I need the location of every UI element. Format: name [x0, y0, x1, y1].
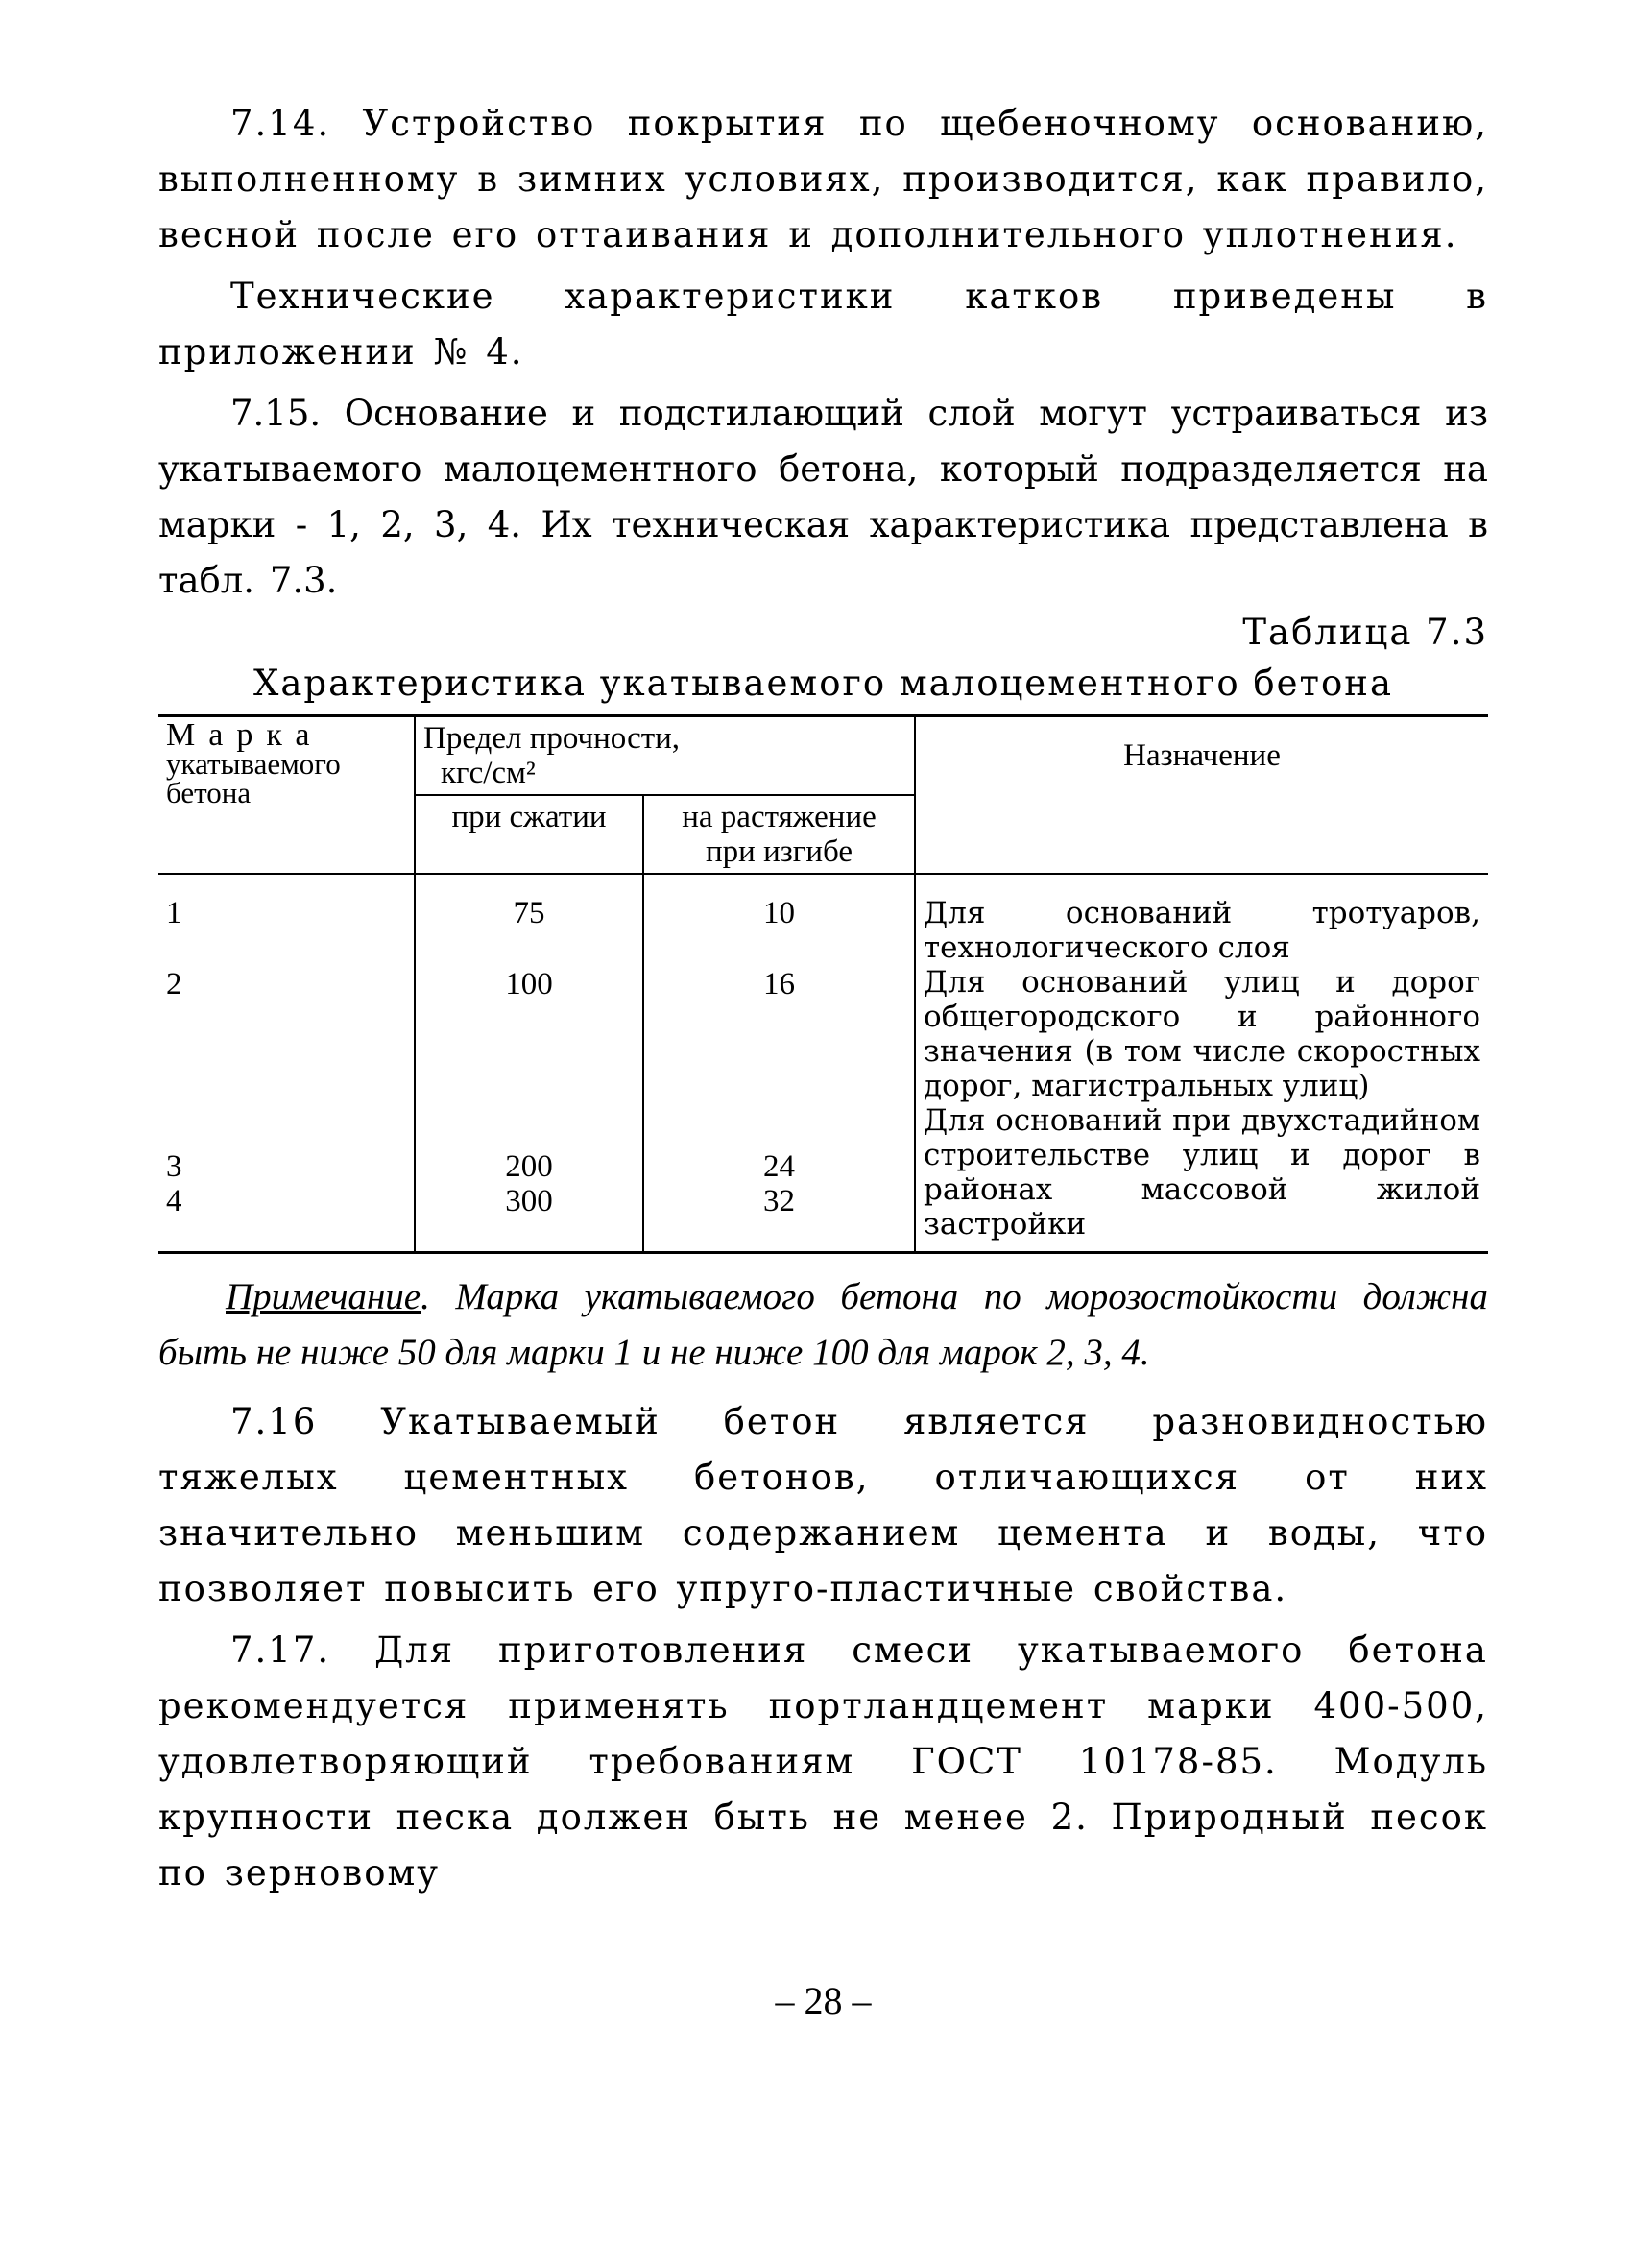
- bending-3: 24: [763, 1149, 795, 1184]
- table-label: Таблица 7.3: [1242, 612, 1488, 653]
- grade-cell: [158, 874, 415, 1253]
- purpose-2: Для оснований улиц и дорог общегородского и районного значения (в том числе скоростных дорог, магистральных улиц): [924, 965, 1480, 1103]
- header-grade: [158, 716, 415, 875]
- table-note: [158, 1269, 1488, 1381]
- paragraph-7-16: 7.16 Укатываемый бетон является разновидностью тяжелых цементных бетонов, отличающихся от них значительно меньшим содержанием цемента и воды, что позволяет повысить его упруго-пластичные свойства.: [158, 1401, 1488, 1609]
- paragraph-7-14: 7.14. Устройство покрытия по щебеночному основанию, выполненному в зимних условиях, производится, как правило, весной после его оттаивания и дополнительного уплотнения.: [158, 103, 1488, 255]
- document-page: [158, 96, 1488, 2022]
- paragraph-7-17: 7.17. Для приготовления смеси укатываемого бетона рекомендуется применять портландцемент марки 400-500, удовлетворяющий требованиям ГОСТ 10178-85. Модуль крупности песка должен быть не менее 2. Природный песок по зерновому: [158, 1629, 1488, 1894]
- header-strength-label: Предел прочности,: [423, 721, 681, 756]
- bending-cell: [643, 874, 915, 1253]
- grade-1: 1: [166, 896, 182, 930]
- compression-3: 200: [505, 1149, 553, 1184]
- concrete-grades-table: [158, 714, 1488, 1254]
- header-bending: [643, 795, 915, 874]
- grade-2: 2: [166, 967, 182, 1001]
- note-label: Примечание: [226, 1276, 421, 1317]
- header-grade-line2: укатываемого: [166, 747, 341, 781]
- compression-1: 75: [513, 896, 545, 930]
- header-bending-line1: на растяжение: [682, 800, 877, 834]
- compression-2: 100: [505, 967, 553, 1001]
- purpose-cell: [915, 874, 1488, 1253]
- purpose-3: Для оснований при двухстадийном строительстве улиц и дорог в районах массовой жилой застройки: [924, 1103, 1480, 1242]
- bending-4: 32: [763, 1184, 795, 1218]
- compression-4: 300: [505, 1184, 553, 1218]
- header-compression: при сжатии: [415, 795, 643, 874]
- purpose-1: Для оснований тротуаров, технологического слоя: [924, 896, 1480, 965]
- grade-4: 4: [166, 1184, 182, 1218]
- header-grade-line1: Марка: [166, 717, 324, 753]
- header-strength: [415, 716, 915, 796]
- header-grade-line3: бетона: [166, 776, 252, 809]
- header-bending-line2: при изгибе: [706, 834, 853, 869]
- header-strength-unit: кгс/см²: [441, 756, 536, 790]
- table-row: [158, 874, 1488, 1253]
- note-text: . Марка укатываемого бетона по морозостойкости должна быть не ниже 50 для марки 1 и не ниже 100 для марок 2, 3, 4.: [158, 1276, 1488, 1373]
- bending-1: 10: [763, 896, 795, 930]
- page-number: – 28 –: [775, 1979, 872, 2022]
- header-purpose: Назначение: [915, 716, 1488, 875]
- paragraph-rollers: Технические характеристики катков приведены в приложении № 4.: [158, 276, 1488, 373]
- grade-3: 3: [166, 1149, 182, 1184]
- bending-2: 16: [763, 967, 795, 1001]
- paragraph-7-15: 7.15. Основание и подстилающий слой могут устраиваться из укатываемого малоцементного бетона, который подразделяется на марки - 1, 2, 3, 4. Их техническая характеристика представлена в табл. 7.3.: [158, 393, 1488, 601]
- table-title: Характеристика укатываемого малоцементного бетона: [252, 663, 1394, 704]
- compression-cell: [415, 874, 643, 1253]
